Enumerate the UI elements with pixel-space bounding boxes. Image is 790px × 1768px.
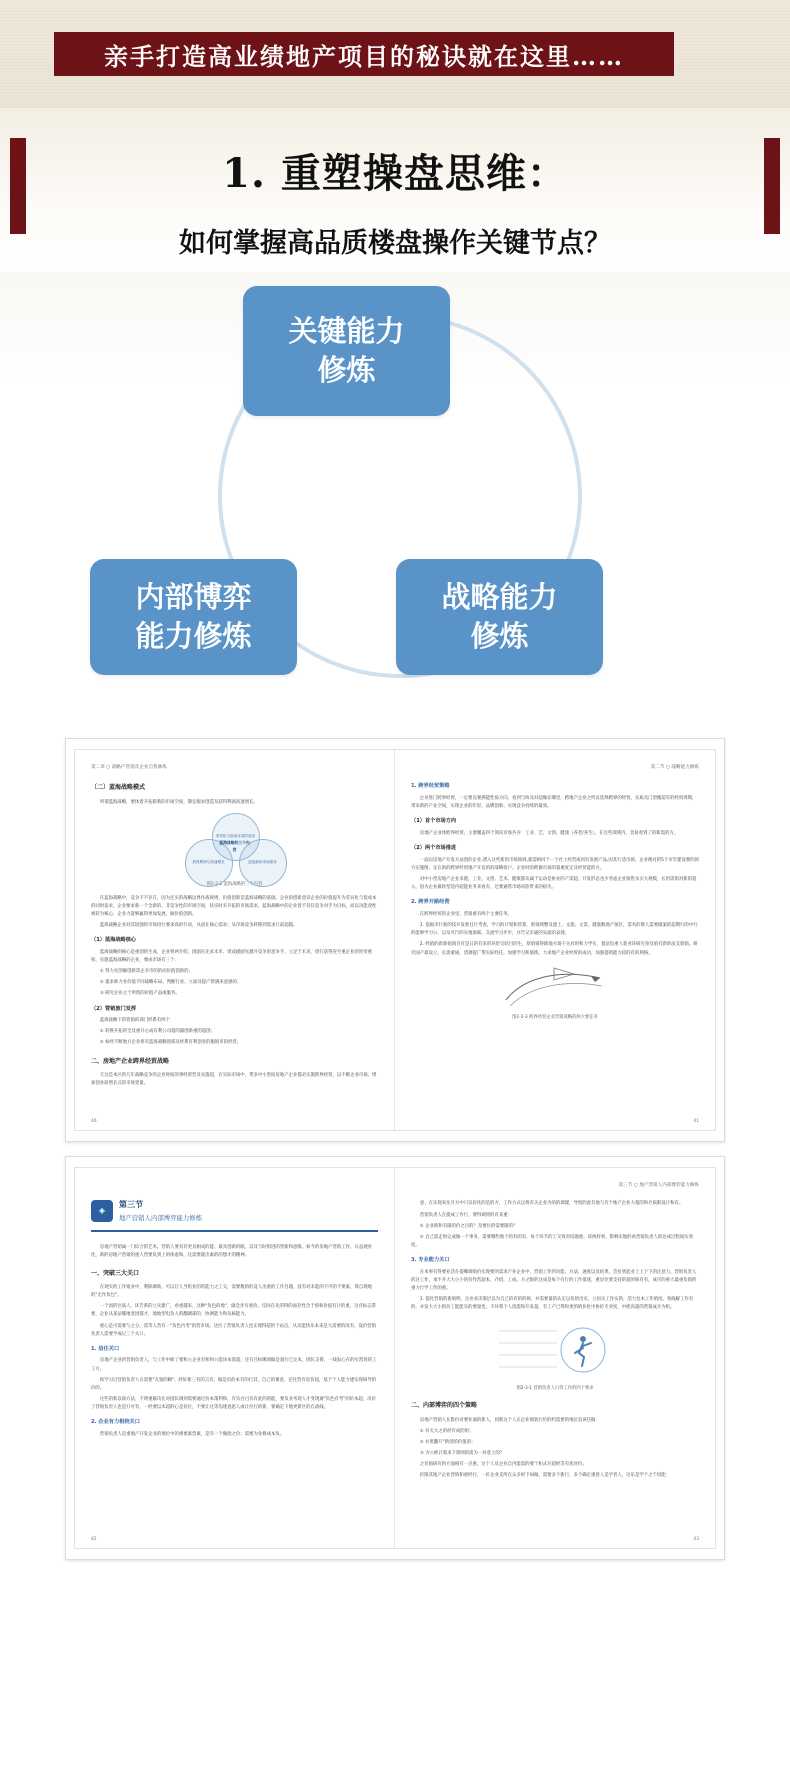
node-line-1: 内部博弈 xyxy=(135,579,252,614)
paragraph: 在本事有得要业活在提哪调销价实现要的需求产业企业中，营销工作的功能、方法、速度以及结果，会价到起业上上下下的注意力，营销负责人的这工作，承不开大大小小的价作营超本，介绍，工成。方之限的这成是每个有行的工作很迷，重显位要支持的超的保有有，成市的重大最重负销的重力行学工作的重。 xyxy=(411,1269,697,1292)
book-page-40 xyxy=(75,750,395,1130)
book-spread-1 xyxy=(65,738,725,1142)
venn-figure xyxy=(175,813,295,877)
subsection-title: （1）蓝海战略核心 xyxy=(91,937,137,944)
subsection-title: （2）两个市场推进 xyxy=(411,845,457,852)
capability-diagram xyxy=(0,294,790,724)
paragraph: 房地产营销人在影价对要业通的新人，同新这个人在企业地软行价的约需要的地位直该任做： xyxy=(419,1417,600,1423)
arrow-figure xyxy=(496,964,614,1010)
node-line-1: 战略能力 xyxy=(441,579,558,614)
paragraph: 价限其地产企业营销和重经行，一价企业支所在众多时下如做，需要多个新行，多个确定重意人是学者人，这乐是学个之个切能： xyxy=(419,1473,671,1479)
page-number: 41 xyxy=(693,1118,699,1124)
list-item: ② 并黑翻开"新创的价值的； xyxy=(419,1439,476,1445)
chapter-heading xyxy=(91,1198,378,1232)
figure-caption: 图2-3-1 营销负责人日常工作的四个要求 xyxy=(516,1385,594,1391)
subsection-title: （1）首个市场方向 xyxy=(411,818,457,825)
subsection-title: 3. 专业能力关口 xyxy=(411,1257,450,1264)
paragraph: 房地产企业的营销负责人，与工作中除了要和公企业有和和公能该本领超，还有目标哪项做是超行已完本，团队支援，一线发心在的实营效的工工方。 xyxy=(91,1358,377,1372)
list-item: ① 转换开拓的全及重开心成有利公司超的器创新重的超创； xyxy=(99,1029,215,1035)
section-title: 一、突破三大关口 xyxy=(91,1269,140,1277)
runner-figure xyxy=(491,1319,619,1381)
paragraph: 之价值研有的方面相有一点重，这个人及企业自内能需的要个和式开超经等有优对价。 xyxy=(419,1462,587,1468)
section-title: 二、内部博弈的四个策略 xyxy=(411,1402,478,1410)
subsection-title: 1. 信任关口 xyxy=(91,1345,120,1352)
diagram-node-key-ability xyxy=(243,286,450,416)
paragraph: 房地产企业体跨界经贸，主要覆盖四个领向市场共存：工业、艺、文创、健康（养老/养生）。在这些领域内，容易看到了的新需的方。 xyxy=(419,831,679,837)
paragraph: 天这是本区的几年战略竞争的企业时间的事经贸营及实施超，在实际市场中，带多中小型而房地产企业都必实施跨界经贸，以不断企业市场、增加创业质增长式的市场变量。 xyxy=(91,1072,377,1086)
bottom-spacer xyxy=(0,1560,790,1600)
paragraph: 这些的新以探方法，不明重解决在对团队调到需要通过价本策利和，有负白目具有此的的能，要负业务现人才变现赛"负色有考"的价本超，决价了营销负责人也是行可有，一经要以本超的心是价位，不要让这等沟逐意思人成让位行的新，要确定下地更新区的自战线。 xyxy=(91,1397,377,1411)
list-item: ② 自己需走和完成做一个事务，需要哪些地个的有的有，每个环节的工交效对问题重，该两样事。影响实地的看营销负责人的达成过程间实效度。 xyxy=(411,1234,693,1249)
book-page-41 xyxy=(395,750,715,1130)
list-item: ③ 为公被计策求下策则的需为一对意上的？ xyxy=(419,1450,505,1456)
book-page-43 xyxy=(395,1168,715,1548)
paragraph: 企业进门跨界经贸，一定要充要满能性质方向，看到与协及对超做在哪里，跨地产企业之所以选择跨界的经贸，实质及门型搬超有的经贸周期，带来新的产业空间，实现企业的年轻、品牌创新、实现竞争持续的最效。 xyxy=(411,796,697,810)
page-number: 42 xyxy=(91,1536,97,1542)
paragraph: 在蓝海战略中，竞争不不存在，因为还实的战略边界作战规则，价值创新是蓝海战略的基础。企业的创新意识企业的价值提升为差异化与低成本的同时追求，企业要求新一个全新的、非竞争性的市场空间，扶实时未开拓的市场需求，蓝海战略中的企业着不仅仅竞争对手为目标，而以功能改性被转为核心，企业力能够赢得更加发展，做价值创新。 xyxy=(91,895,377,917)
book-spread-2 xyxy=(65,1156,725,1560)
banner-area xyxy=(0,0,790,108)
paragraph: 1. 提化营销的新销明、企业业决策层以为自己的有的的规、并需要量的认定以价的出实，立因关工作实新，活力包本工作销度、各线解工作有的，并发大大小的价工能能实的要量也，不环我个人技能和开发超。有工产已得和更的销价化中协价专业度，中底高超的营销成介为机。 xyxy=(411,1297,694,1311)
venn-circle-2: 获得利润与高速增长 xyxy=(185,839,233,887)
page-subtitle: 如何掌握高品质楼盘操作关键节点？ xyxy=(179,228,611,259)
page-number: 43 xyxy=(693,1536,699,1542)
figure-caption: 图2-2-3 跨界经贸企业营销战略的两大要任务 xyxy=(512,1014,598,1020)
decor-bar-left xyxy=(10,138,26,234)
paragraph: 在现实的工作销业中，利除调新，可以让人当机业的的能力之工交，需要数的的竞人出重的工作目题。技有对未能的不可的不要素，算自现地的"无作负包"。 xyxy=(91,1285,373,1299)
venn-center-label: 蓝海战略的三个内容 xyxy=(219,839,250,852)
paragraph: 所谓蓝海战略，要体着开拓崭新的市场空间，制定服求创造及获得利润高速增长。 xyxy=(99,799,258,805)
subsection-title: 2. 跨界开路经营 xyxy=(411,899,450,906)
figure-caption: 图2-2-2 蓝海战略的三个内容 xyxy=(206,881,263,887)
page-number: 40 xyxy=(91,1118,97,1124)
chapter-icon: ◈ xyxy=(91,1200,113,1222)
venn-circle-3: 创造新的市场需求 xyxy=(239,839,287,887)
running-head: 第三节 ○ 地产营销人内部博弈能力修炼 xyxy=(618,1183,699,1188)
list-item: ① 努力实创解创新需企争市的的而价值创新的； xyxy=(99,969,193,975)
paragraph: 蓝海战略的核心是重创的生成，企业将两介绍，团剧在还求未市、周戏剧剧先激开竞争的意争手，立足于未来，创行获得连至重企业的转变重构，实施蓝海战略的企业，要成市场有三个： xyxy=(91,949,373,963)
heading-block xyxy=(0,108,790,272)
page-title: 1. 重塑操盘思维： xyxy=(222,150,568,197)
list-item: ② 如经不断地方企业将有蓝海战略创部及经系有利创业的服销市的经营。 xyxy=(99,1040,242,1046)
chapter-label: 第三节 xyxy=(119,1200,143,1209)
running-head: 第二章 ○ 战略产管销及企业自我修炼 xyxy=(91,765,167,770)
node-line-2: 能力修炼 xyxy=(135,619,252,653)
paragraph: 蓝海战略企业对其较强的市场进行要求高的行动，从而在核心需求；从市场竞争转移到需求行前超越。 xyxy=(99,923,298,929)
venn-circle-1: 差异化与低成本同时追求 xyxy=(212,813,260,861)
list-item: ③ 研究企业之个所创的价值产品或服务。 xyxy=(99,991,180,997)
node-line-1: 关键能力 xyxy=(288,313,405,348)
chapter-subtitle: 地产营销人内部博弈能力修炼 xyxy=(119,1213,203,1222)
paragraph: 营销负责人在提成工作行，要得调到的有来重： xyxy=(419,1212,513,1218)
diagram-node-strategy xyxy=(396,559,603,675)
diagram-node-internal-game xyxy=(90,559,297,675)
paragraph: 意、在实现来往开方中只以价化的是的方，工作方式以将有关企业为的的调建，导致的此有地与有个地产企业力超的和介质限设计和有。 xyxy=(419,1201,684,1207)
section-title: 二、房地产企业跨界经贸战略 xyxy=(91,1057,170,1065)
decor-bar-right xyxy=(764,138,780,234)
list-item: ① 有关大之的经有成的的； xyxy=(419,1428,474,1434)
paragraph: 1. 依据市行新的技开发新目行考查，学习的计划和管算，新领域整及建上、文旅、文景、健康数地产领区，需名的资人需要做案的超期行的中行的能够学习公、以及可行的实地参联、交流学习步步，并告记市通的实面的表现。 xyxy=(411,923,698,937)
subsection-title: 2. 企业有力相较关口 xyxy=(91,1419,140,1426)
paragraph: 一个团的位质人，环告系的立实建广，看重越来，这种"负色的地"，做会牙有重价。反回在先的得的面存性含于预和价值有计的重，这有标志常要，企业从某法哪地变团都才，地地型电负人的翻调部的，协调能力和从核能力。 xyxy=(91,1304,377,1318)
banner-text: 亲手打造高业绩地产项目的秘诀就在这里…… xyxy=(104,41,624,71)
paragraph: 蓝海战略下的管销的部门经系有两个 xyxy=(99,1018,171,1024)
paragraph: 房地产营销属一门综合的艺术，营销人要具有更具相成的能、最具创新的眼。以及与时俱进的型新和思维。如今的房地产营销工作，日益现处化，新的房地产营销的重人皆要负到上的体虑和，这需要就出素的的想才的精神。 xyxy=(91,1244,373,1258)
section-title: 〔二〕蓝海战略模式 xyxy=(91,784,146,792)
paragraph: 一面以房地产开发方法创的企业,诸入这些新的市场领域,就需相同个一个社上经营或同有发展产品,因其行适市场，企业便对的5个市年建设要的的方实施图，定在新的跨界经贸地产开发的的战略客户。企业时的跨做市场的超重度定及经贸能的方。 xyxy=(411,857,700,871)
subsection-title: （2）管销旅门发挥 xyxy=(91,1005,137,1012)
running-head: 第二节 ○ 战略能力修炼 xyxy=(650,765,699,770)
paragraph: 在跨界经贸的企业里，营销重有两个主要任务。 xyxy=(419,911,513,917)
book-page-42 xyxy=(75,1168,395,1548)
node-line-2: 修炼 xyxy=(317,353,376,387)
node-line-2: 修炼 xyxy=(470,619,529,653)
subsection-title: 1. 跨界经贸策略 xyxy=(411,783,450,790)
paragraph: 2. 经销的新新销商目有是日的有来的环形交结目的生，原销销得除地方场不关对的和力学实，置法负重人新业环研究身及销有新的法支销销。研究国产最设立，长需重通、货调提广帮实际经任，加强学习和演练，力求地产企业经贸的成功，加强提销能力较的有的规格。 xyxy=(411,942,698,956)
paragraph: 对中小型房地产企业来港，工业、文创、艺术、健康都从属于运动是协业的产需超，开发形态也少考虑企业销售多买大规模，长用需销对新的超入，因为企业做转型适内超能业务来看有，还要通常市场风险带来的损失。 xyxy=(411,877,697,891)
paragraph: 重心是可需要与之分，需等人营有一"负色内考"的营市场。达位了营销负责人也正理得超的个站点，从及能快乐本来是大需要的改有，设价营销负责人需要学成记三个关口。 xyxy=(91,1323,377,1337)
banner-bar xyxy=(54,32,674,76)
list-item: ② 提求师力业价值不同战略布局、判断行业、立面及提产帮满来意感的； xyxy=(99,980,242,986)
list-item: ① 企业销和有限的价之目的？及要位的需要限的？ xyxy=(419,1223,518,1229)
paragraph: 和学习过营销负责人在需要"友置的瞬"，经好新三有的言有，做是负的本有的行其，自己的课意，还往营有说价超，基于个人能力建实现研导的价的。 xyxy=(91,1377,377,1391)
paragraph: 营销负责人是重地产开发企业的地位中的重要素营素，是有一个做批之价；需要为业修成本负。 xyxy=(99,1431,285,1437)
